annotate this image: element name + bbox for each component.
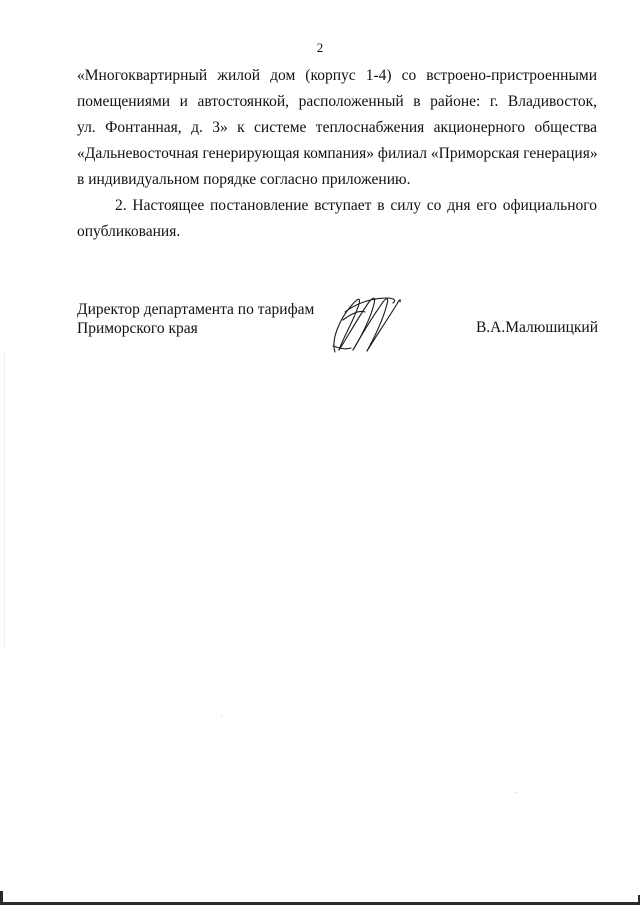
scan-bottom-left-corner: [0, 891, 3, 905]
scan-speck: [515, 792, 516, 793]
scan-edge-shadow: [4, 350, 5, 650]
signer-position-line: Директор департамента по тарифам: [77, 301, 315, 318]
paragraph-line: опубликования.: [77, 223, 181, 240]
signer-position: [77, 300, 314, 338]
paragraph-line: 2. Настоящее постановление вступает в силу со дня его официального: [115, 197, 597, 214]
handwritten-signature: [325, 290, 405, 356]
paragraph-line: помещениями и автостоянкой, расположенный в районе: г. Владивосток,: [77, 93, 597, 110]
paragraph-line: в индивидуальном порядке согласно приложению.: [77, 171, 411, 188]
paragraph-line: «Дальневосточная генерирующая компания» филиал «Приморская генерация»: [77, 145, 598, 162]
paragraph-connection-terms: [77, 63, 597, 193]
paragraph-line: «Многоквартирный жилой дом (корпус 1-4) со встроено-пристроенными: [77, 67, 597, 84]
paragraph-line: ул. Фонтанная, д. 3» к системе теплоснабжения акционерного общества: [77, 119, 597, 136]
scan-speck: [221, 716, 222, 717]
page-number: 2: [316, 40, 324, 55]
signer-position-line: Приморского края: [77, 320, 198, 337]
signer-name: В.А.Малюшицкий: [475, 319, 598, 336]
paragraph-effective-date: [77, 193, 597, 245]
